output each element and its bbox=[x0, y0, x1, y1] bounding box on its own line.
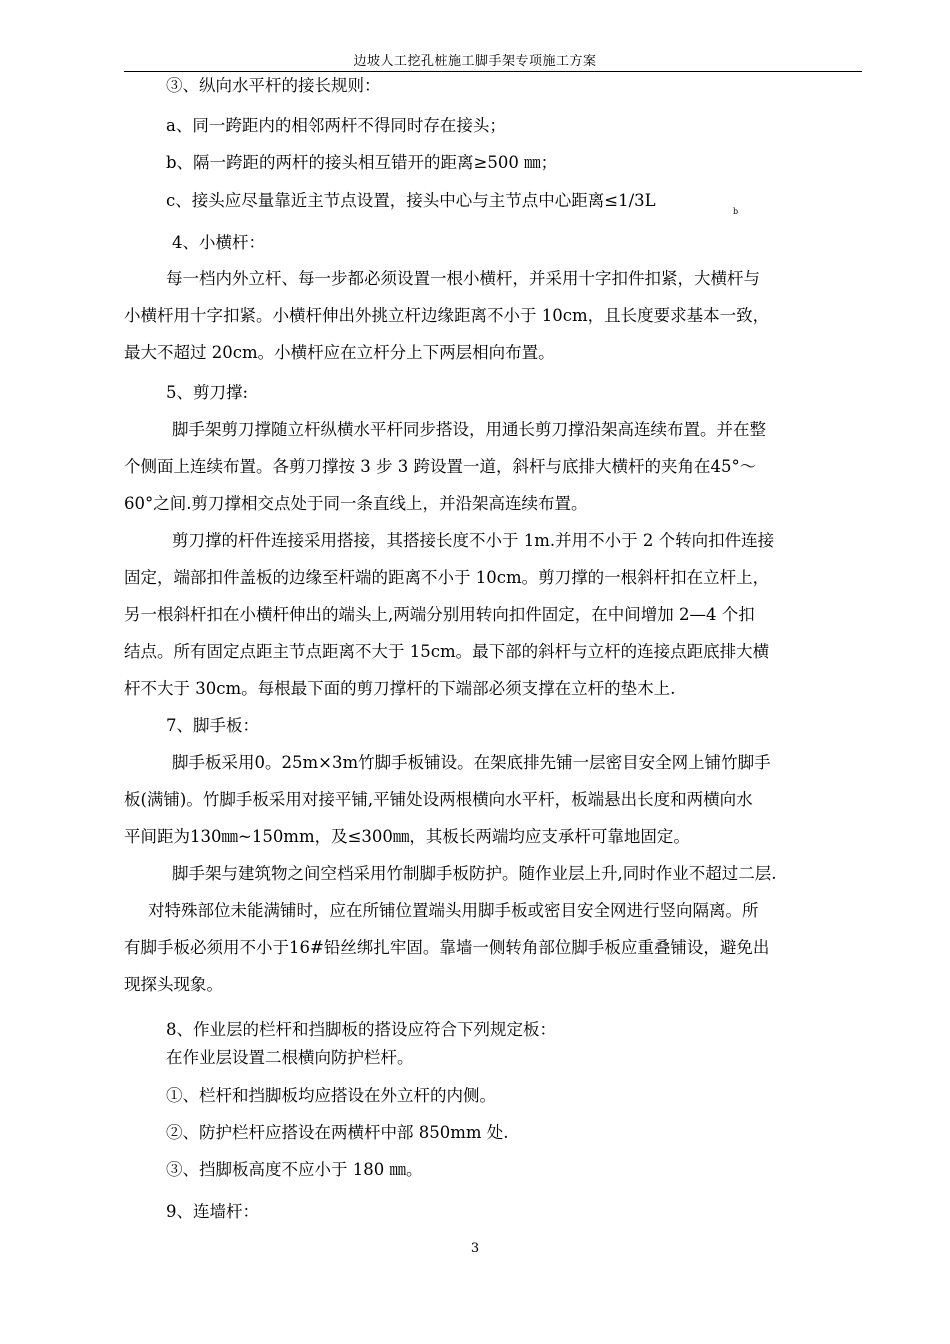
text-line: 另一根斜杆扣在小横杆伸出的端头上,两端分别用转向扣件固定，在中间增加 2—4 个扣 bbox=[124, 605, 755, 624]
section-heading: 9、连墙杆： bbox=[166, 1202, 259, 1221]
text-line: 小横杆用十字扣紧。小横杆伸出外挑立杆边缘距离不小于 10cm，且长度要求基本一致， bbox=[124, 306, 770, 325]
section-heading: 8、作业层的栏杆和挡脚板的搭设应符合下列规定板： bbox=[166, 1020, 556, 1039]
text-line: ③、纵向水平杆的接长规则： bbox=[166, 76, 381, 95]
text-line: b、隔一跨距的两杆的接头相互错开的距离≥500 ㎜； bbox=[166, 153, 558, 172]
page-header-title: 边坡人工挖孔桩施工脚手架专项施工方案 bbox=[353, 54, 597, 69]
text-line: c、接头应尽量靠近主节点设置，接头中心与主节点中心距离≤1/3L bbox=[166, 191, 656, 210]
section-heading: 4、小横杆： bbox=[172, 233, 265, 252]
text-line: 结点。所有固定点距主节点距离不大于 15cm。最下部的斜杆与立杆的连接点距底排大横 bbox=[124, 642, 770, 661]
text-line: 每一档内外立杆、每一步都必须设置一根小横杆，并采用十字扣件扣紧，大横杆与 bbox=[166, 269, 760, 288]
text-line: 在作业层设置二根横向防护栏杆。 bbox=[166, 1048, 414, 1067]
text-line: 杆不大于 30cm。每根最下面的剪刀撑杆的下端部必须支撑在立杆的垫木上. bbox=[124, 679, 676, 698]
text-line: ③、挡脚板高度不应小于 180 ㎜。 bbox=[166, 1160, 423, 1179]
text-line: 现探头现象。 bbox=[124, 975, 223, 994]
page-number: 3 bbox=[470, 1241, 480, 1256]
subscript-b: b bbox=[733, 207, 739, 216]
text-line: 60°之间.剪刀撑相交点处于同一条直线上，并沿架高连续布置。 bbox=[124, 494, 588, 513]
text-line: 脚手板采用0。25m×3m竹脚手板铺设。在架底排先铺一层密目安全网上铺竹脚手 bbox=[172, 753, 771, 772]
text-line: ②、防护栏杆应搭设在两横杆中部 850mm 处. bbox=[166, 1123, 509, 1142]
text-line: 脚手架剪刀撑随立杆纵横水平杆同步搭设，用通长剪刀撑沿架高连续布置。并在整 bbox=[172, 420, 766, 439]
header-rule bbox=[124, 71, 862, 72]
text-line: 平间距为130㎜~150mm，及≤300㎜，其板长两端均应支承杆可靠地固定。 bbox=[124, 827, 690, 846]
text-line: ①、栏杆和挡脚板均应搭设在外立杆的内侧。 bbox=[166, 1086, 496, 1105]
text-line: 固定，端部扣件盖板的边缘至杆端的距离不小于 10cm。剪刀撑的一根斜杆扣在立杆上， bbox=[124, 568, 770, 587]
text-line: a、同一跨距内的相邻两杆不得同时存在接头； bbox=[166, 116, 506, 135]
text-line: 板(满铺)。竹脚手板采用对接平铺,平铺处设两根横向水平杆，板端悬出长度和两横向水 bbox=[124, 790, 753, 809]
section-heading: 5、剪刀撑: bbox=[166, 383, 249, 402]
text-line: 脚手架与建筑物之间空档采用竹制脚手板防护。随作业层上升,同时作业不超过二层. bbox=[172, 864, 777, 883]
text-line: 最大不超过 20cm。小横杆应在立杆分上下两层相向布置。 bbox=[124, 343, 555, 362]
text-line: 对特殊部位未能满铺时，应在所铺位置端头用脚手板或密目安全网进行竖向隔离。所 bbox=[148, 901, 759, 920]
text-line: 有脚手板必须用不小于16#铅丝绑扎牢固。靠墙一侧转角部位脚手板应重叠铺设，避免出 bbox=[124, 938, 770, 957]
text-line: 剪刀撑的杆件连接采用搭接，其搭接长度不小于 1m.并用不小于 2 个转向扣件连接 bbox=[172, 531, 775, 550]
section-heading: 7、脚手板： bbox=[166, 716, 259, 735]
text-line: 个侧面上连续布置。各剪刀撑按 3 步 3 跨设置一道，斜杆与底排大横杆的夹角在45°～ bbox=[124, 457, 757, 476]
